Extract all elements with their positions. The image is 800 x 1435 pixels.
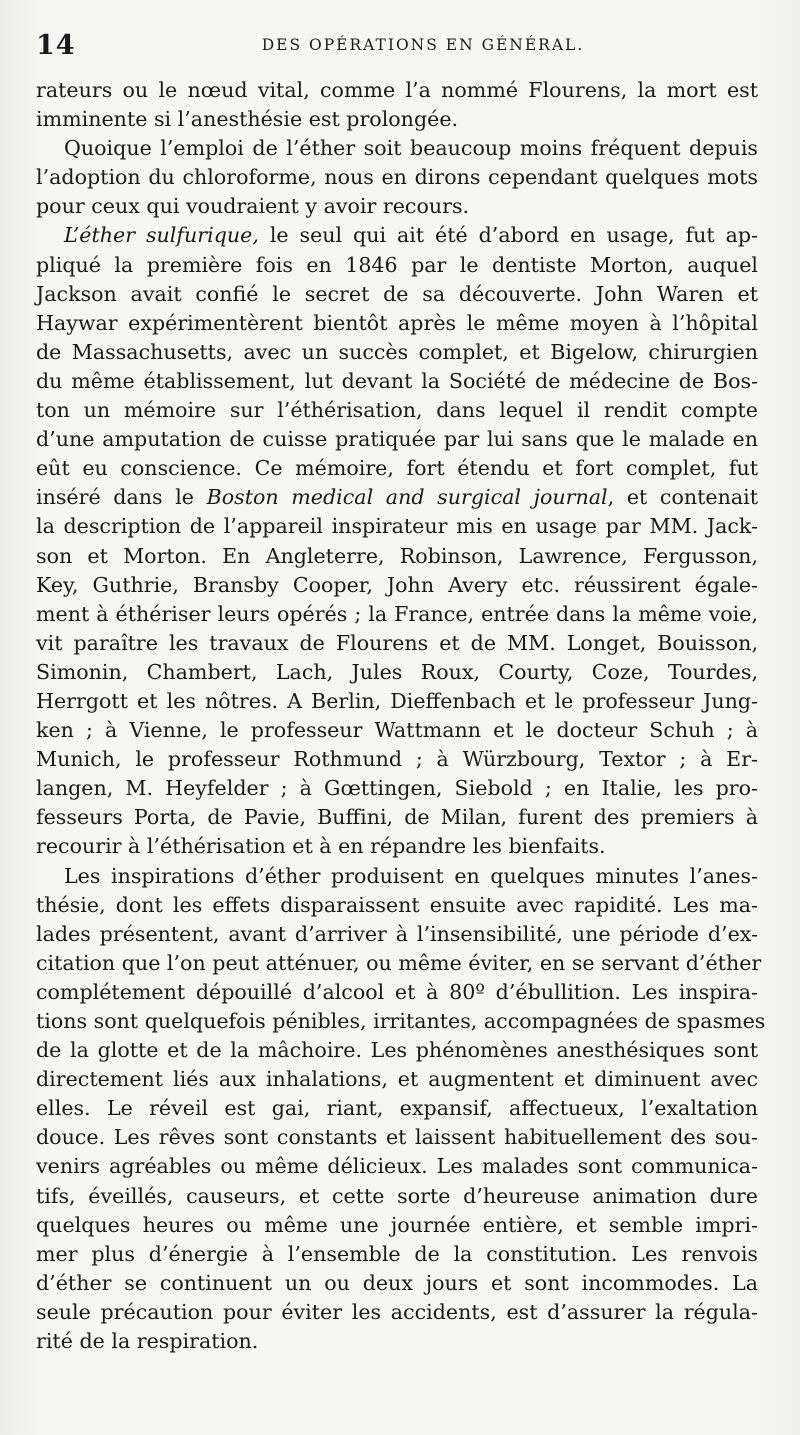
paragraph [36, 862, 766, 1357]
italic-term: L’éther sulfurique, [64, 223, 259, 248]
text-line: de la glotte et de la mâchoire. Les phénomènes anesthésiques sont [36, 1038, 758, 1063]
text-line: rateurs ou le nœud vital, comme l’a nommé Flourens, la mort est [36, 78, 758, 102]
text-run: le seul qui ait été d’abord en usage, fut ap- [258, 223, 758, 248]
text-line: Munich, le professeur Rothmund ; à Würzbourg, Textor ; à Er- [36, 747, 758, 772]
text-line: rité de la respiration. [36, 1329, 259, 1354]
text-run: , et contenait [607, 485, 758, 510]
text-line: son et Morton. En Angleterre, Robinson, Lawrence, Fergusson, [36, 543, 758, 568]
paragraph [36, 134, 758, 221]
text-line: elles. Le réveil est gai, riant, expansif, affectueux, l’exaltation [36, 1096, 758, 1121]
text-line: tifs, éveillés, causeurs, et cette sorte d’heureuse animation dure [36, 1183, 758, 1208]
text-line: venirs agréables ou même délicieux. Les malades sont communica- [36, 1154, 758, 1179]
text-line: ton un mémoire sur l’éthérisation, dans lequel il rendit compte [36, 398, 758, 423]
page-number: 14 [36, 30, 76, 61]
text-line: ment à éthériser leurs opérés ; la France, entrée dans la même voie, [36, 601, 758, 626]
text-line: lades présentent, avant d’arriver à l’insensibilité, une période d’ex- [36, 921, 758, 946]
text-line: Les inspirations d’éther produisent en quelques minutes l’anes- [64, 863, 758, 888]
text-line: Herrgott et les nôtres. A Berlin, Dieffenbach et le professeur Jung- [36, 688, 758, 713]
text-line: langen, M. Heyfelder ; à Gœttingen, Siebold ; en Italie, les pro- [36, 776, 758, 801]
text-line: recourir à l’éthérisation et à en répandre les bienfaits. [36, 834, 606, 859]
text-line: complétement dépouillé d’alcool et à 80º d’ébullition. Les inspira- [36, 979, 758, 1004]
text-line: du même établissement, lut devant la Société de médecine de Bos- [36, 368, 758, 393]
page-header [36, 30, 760, 74]
text-line: l’adoption du chloroforme, nous en dirons cependant quelques mots [36, 165, 758, 190]
text-line: tions sont quelquefois pénibles, irritantes, accompagnées de spasmes [36, 1009, 766, 1033]
text-line: Haywar expérimentèrent bientôt après le même moyen à l’hôpital [36, 310, 758, 335]
text-line: d’une amputation de cuisse pratiquée par lui sans que le malade en [36, 427, 758, 452]
text-line: la description de l’appareil inspirateur mis en usage par MM. Jack- [36, 514, 758, 539]
text-line: mer plus d’énergie à l’ensemble de la constitution. Les renvois [36, 1241, 758, 1266]
text-line: d’éther se continuent un ou deux jours et sont incommodes. La [36, 1270, 758, 1295]
running-title: DES OPÉRATIONS EN GÉNÉRAL. [261, 36, 585, 54]
text-line: ken ; à Vienne, le professeur Wattmann et le docteur Schuh ; à [36, 718, 758, 743]
text-line: Quoique l’emploi de l’éther soit beaucoup moins fréquent depuis [64, 136, 758, 161]
text-line [36, 221, 758, 250]
text-line: Jackson avait confié le secret de sa découverte. John Waren et [36, 281, 758, 306]
text-line: Simonin, Chambert, Lach, Jules Roux, Courty, Coze, Tourdes, [36, 659, 758, 684]
text-line: douce. Les rêves sont constants et laissent habituellement des sou- [36, 1125, 758, 1150]
text-line: Key, Guthrie, Bransby Cooper, John Avery etc. réussirent égale- [36, 572, 758, 597]
text-line: imminente si l’anesthésie est prolongée. [36, 107, 459, 132]
text-line: citation que l’on peut atténuer, ou même éviter, en se servant d’éther [36, 950, 762, 975]
text-line: pliqué la première fois en 1846 par le dentiste Morton, auquel [36, 252, 758, 277]
journal-title: Boston medical and surgical journal [206, 485, 608, 510]
text-line: de Massachusetts, avec un succès complet, et Bigelow, chirurgien [36, 339, 758, 364]
text-line: pour ceux qui voudraient y avoir recours. [36, 194, 470, 219]
text-line: directement liés aux inhalations, et augmentent et diminuent avec [36, 1067, 758, 1092]
page-body [36, 76, 766, 1356]
text-line: thésie, dont les effets disparaissent ensuite avec rapidité. Les ma- [36, 892, 758, 917]
text-run: inséré dans le [36, 485, 207, 510]
text-line: seule précaution pour éviter les accidents, est d’assurer la régula- [36, 1299, 758, 1324]
text-line: quelques heures ou même une journée entière, et semble impri- [36, 1212, 758, 1237]
text-line [36, 483, 758, 512]
paragraph [36, 221, 758, 861]
paragraph [36, 76, 758, 134]
text-line: vit paraître les travaux de Flourens et de MM. Longet, Bouisson, [36, 630, 758, 655]
text-line: fesseurs Porta, de Pavie, Buffini, de Milan, furent des premiers à [36, 805, 758, 830]
text-line: eût eu conscience. Ce mémoire, fort étendu et fort complet, fut [36, 456, 758, 481]
